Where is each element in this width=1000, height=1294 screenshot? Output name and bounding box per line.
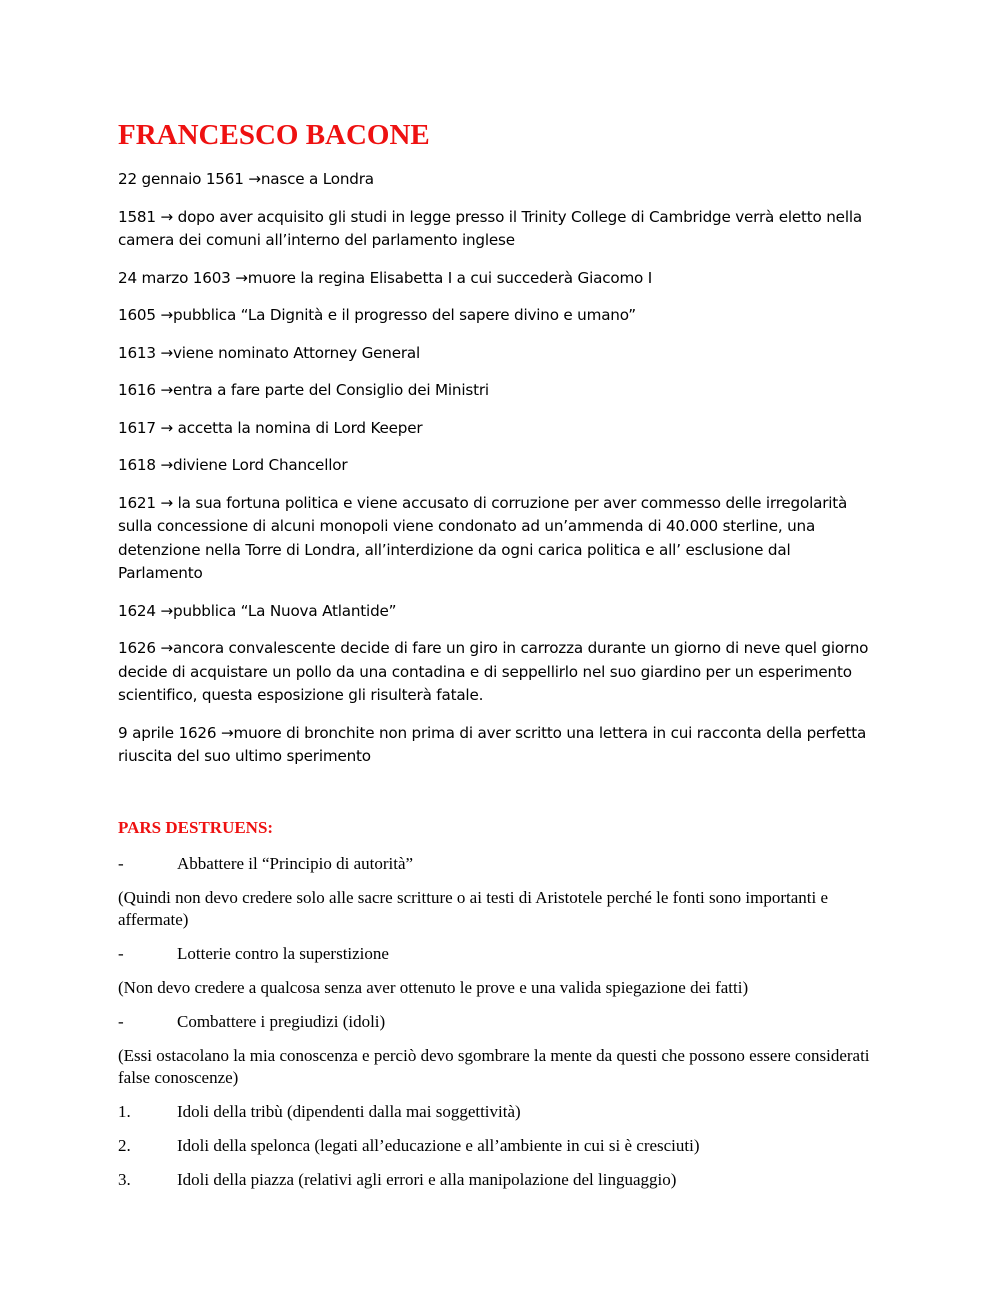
bullet-marker: - [118, 853, 124, 873]
numbered-text: Idoli della piazza (relativi agli errori e alla manipolazione del linguaggio) [177, 1169, 677, 1189]
timeline-entry: 1581 → dopo aver acquisito gli studi in legge presso il Trinity College di Cambridge verrà eletto nella camera dei comuni all’interno del parlamento inglese [118, 207, 862, 249]
section-heading: PARS DESTRUENS: [118, 817, 274, 837]
bullet-item [118, 853, 878, 875]
bullet-text: Combattere i pregiudizi (idoli) [177, 1011, 386, 1031]
biography-timeline [118, 168, 878, 769]
bullet-text: Abbattere il “Principio di autorità” [177, 853, 414, 873]
note-paragraph: (Quindi non devo credere solo alle sacre scritture o ai testi di Aristotele perché le fonti sono importanti e affermate) [118, 887, 828, 929]
timeline-entry: 1621 → la sua fortuna politica e viene accusato di corruzione per aver commesso delle irregolarità sulla concessione di alcuni monopoli viene condonato ad un’ammenda di 40.000 sterline, una detenzione nella Torre di Londra, all’interdizione da ogni carica politica e all’ esclusione dal Parlamento [118, 493, 848, 582]
numbered-item [118, 1169, 878, 1191]
note-paragraph: (Non devo credere a qualcosa senza aver ottenuto le prove e una valida spiegazione dei fatti) [118, 977, 749, 997]
number-marker: 2. [118, 1135, 131, 1155]
timeline-entry: 22 gennaio 1561 →nasce a Londra [118, 170, 374, 188]
bullet-marker: - [118, 1011, 124, 1031]
timeline-entry: 1617 → accetta la nomina di Lord Keeper [118, 418, 423, 437]
bullet-item [118, 943, 878, 965]
numbered-item [118, 1101, 878, 1123]
bullet-marker: - [118, 943, 124, 963]
note-paragraph: (Essi ostacolano la mia conoscenza e perciò devo sgombrare la mente da questi che possono essere considerati false conoscenze) [118, 1045, 870, 1087]
numbered-item [118, 1135, 878, 1157]
numbered-text: Idoli della spelonca (legati all’educazione e all’ambiente in cui si è cresciuti) [177, 1135, 700, 1155]
numbered-text: Idoli della tribù (dipendenti dalla mai soggettività) [177, 1101, 521, 1121]
number-marker: 1. [118, 1101, 131, 1121]
timeline-entry: 1618 →diviene Lord Chancellor [118, 456, 348, 474]
timeline-entry: 1626 →ancora convalescente decide di fare un giro in carrozza durante un giorno di neve quel giorno decide di acquistare un pollo da una contadina e di seppellirlo nel suo giardino per un esperimento scientifico, questa esposizione gli risulterà fatale. [118, 639, 869, 704]
timeline-entry: 1616 →entra a fare parte del Consiglio dei Ministri [118, 381, 489, 399]
bullet-text: Lotterie contro la superstizione [177, 943, 389, 963]
document-page [118, 112, 878, 1203]
timeline-entry: 1605 →pubblica “La Dignità e il progresso del sapere divino e umano” [118, 306, 636, 324]
pars-destruens-section [118, 817, 878, 1191]
timeline-entry: 1613 →viene nominato Attorney General [118, 343, 421, 362]
number-marker: 3. [118, 1169, 131, 1189]
timeline-entry: 24 marzo 1603 →muore la regina Elisabetta I a cui succederà Giacomo I [118, 268, 653, 287]
document-title: FRANCESCO BACONE [118, 119, 430, 151]
timeline-entry: 1624 →pubblica “La Nuova Atlantide” [118, 601, 397, 620]
bullet-item [118, 1011, 878, 1033]
timeline-entry: 9 aprile 1626 →muore di bronchite non prima di aver scritto una lettera in cui racconta della perfetta riuscita del suo ultimo sperimento [118, 723, 867, 765]
